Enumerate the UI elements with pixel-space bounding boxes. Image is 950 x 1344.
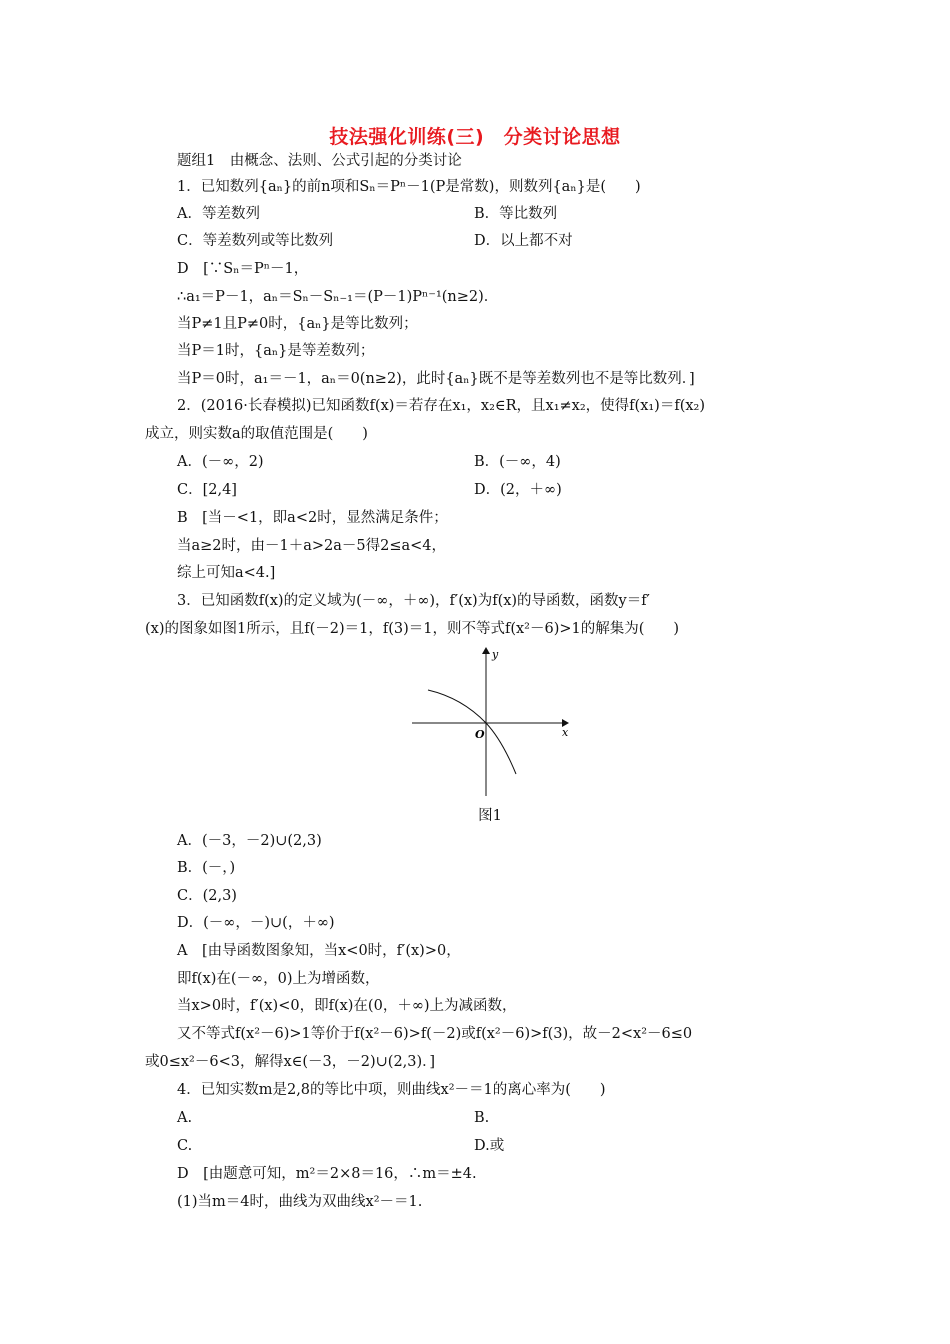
page-title: 技法强化训练(三) 分类讨论思想	[329, 126, 621, 148]
derivative-graph-figure	[410, 646, 570, 796]
q2-solution-line: 当a≥2时，由－1＋a>2a－5得2≤a<4，	[177, 538, 447, 554]
q4-solution-line: D [由题意可知，m²＝2×8＝16，∴m＝±4.	[177, 1166, 477, 1182]
q4-stem: 4．已知实数m是2,8的等比中项，则曲线x²－＝1的离心率为( )	[177, 1082, 606, 1098]
q1-solution-line: ∴a₁＝P－1，aₙ＝Sₙ－Sₙ₋₁＝(P－1)Pⁿ⁻¹(n≥2)．	[177, 289, 499, 305]
q1-solution-line: D [∵Sₙ＝Pⁿ－1，	[177, 261, 309, 277]
y-axis-label: y	[492, 648, 499, 661]
q2-solution-line: 综上可知a<4.]	[177, 565, 276, 581]
q4-solution-line: (1)当m＝4时，曲线为双曲线x²－＝1.	[177, 1194, 423, 1210]
q1-option-a: A．等差数列	[177, 206, 260, 222]
q3-stem-continued: (x)的图象如图1所示，且f(－2)＝1，f(3)＝1，则不等式f(x²－6)>1的解集为( )	[145, 621, 680, 637]
q3-solution-line: 即f(x)在(－∞，0)上为增函数，	[177, 971, 380, 987]
derivative-curve	[428, 690, 516, 774]
q2-stem: 2．(2016·长春模拟)已知函数f(x)＝若存在x₁，x₂∈R，且x₁≠x₂，使得f(x₁)＝f(x₂)	[177, 398, 706, 414]
q3-option-a: A．(－3，－2)∪(2,3)	[177, 833, 322, 849]
q1-solution-line: 当P＝1时，{aₙ}是等差数列；	[177, 343, 375, 359]
q3-solution-line: 又不等式f(x²－6)>1等价于f(x²－6)>f(－2)或f(x²－6)>f(3)，故－2<x²－6≤0	[177, 1026, 693, 1042]
q3-solution-line: 当x>0时，f′(x)<0，即f(x)在(0，＋∞)上为减函数，	[177, 998, 517, 1014]
derivative-graph	[410, 646, 570, 796]
q2-solution-line: B [当－<1，即a<2时，显然满足条件；	[177, 510, 448, 526]
q4-option-b: B.	[474, 1110, 490, 1126]
q1-stem: 1．已知数列{aₙ}的前n项和Sₙ＝Pⁿ－1(P是常数)，则数列{aₙ}是( )	[177, 179, 641, 195]
q2-option-b: B．(－∞，4)	[474, 454, 561, 470]
q4-option-c: C.	[177, 1138, 193, 1154]
q2-option-a: A．(－∞，2)	[177, 454, 264, 470]
origin-label: O	[475, 728, 485, 741]
q4-option-a: A.	[177, 1110, 193, 1126]
q2-option-d: D．(2，＋∞)	[474, 482, 562, 498]
figure-caption: 图1	[478, 808, 502, 824]
q3-solution-line: 或0≤x²－6<3，解得x∈(－3，－2)∪(2,3)．]	[145, 1054, 436, 1070]
q1-solution-line: 当P＝0时，a₁＝－1，aₙ＝0(n≥2)，此时{aₙ}既不是等差数列也不是等比数列．]	[177, 371, 695, 387]
group-heading: 题组1 由概念、法则、公式引起的分类讨论	[177, 153, 462, 169]
q1-solution-line: 当P≠1且P≠0时，{aₙ}是等比数列；	[177, 316, 418, 332]
q1-option-d: D．以上都不对	[474, 233, 573, 249]
q3-stem: 3．已知函数f(x)的定义域为(－∞，＋∞)，f′(x)为f(x)的导函数，函数y＝f′	[177, 593, 650, 609]
q4-option-d: D.或	[474, 1138, 505, 1154]
q3-option-d: D．(－∞，－)∪(，＋∞)	[177, 915, 335, 931]
q2-option-c: C．[2,4]	[177, 482, 237, 498]
q3-option-b: B．(－，)	[177, 860, 236, 876]
q1-option-c: C．等差数列或等比数列	[177, 233, 334, 249]
q1-option-b: B．等比数列	[474, 206, 558, 222]
q3-solution-line: A [由导函数图象知，当x<0时，f′(x)>0，	[177, 943, 461, 959]
q2-stem-continued: 成立，则实数a的取值范围是( )	[145, 426, 368, 442]
x-axis-label: x	[562, 726, 569, 739]
q3-option-c: C．(2,3)	[177, 888, 237, 904]
